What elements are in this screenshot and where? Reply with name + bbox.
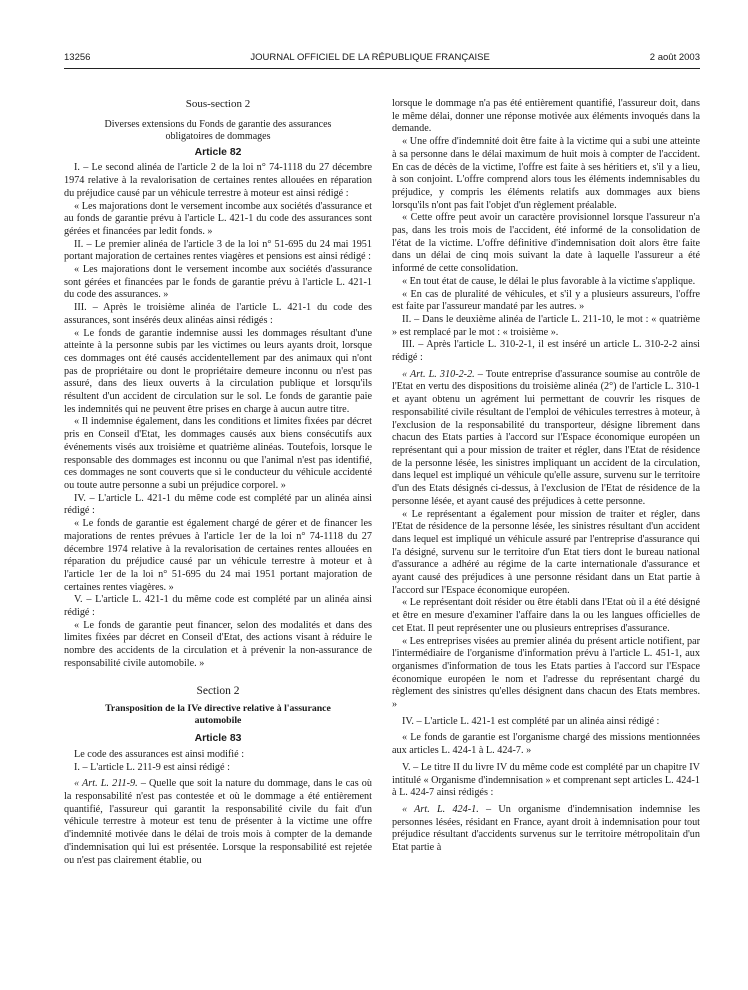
article-reference: « Art. L. 310-2-2.	[402, 368, 475, 380]
page-header	[64, 50, 700, 64]
article-83-title: Article 83	[194, 733, 242, 745]
left-column	[64, 98, 372, 867]
paragraph: « En cas de pluralité de véhicules, et s'il y a plusieurs assureurs, l'offre est faite par l'assureur mandaté par les autres. »	[392, 288, 700, 313]
paragraph: « Les majorations dont le versement incombe aux sociétés d'assurance sont gérées et financées par le fonds de garantie prévu à l'article L. 421-1 du code des assurances. »	[64, 264, 372, 301]
text-columns	[64, 98, 700, 867]
paragraph-text: – Un organisme d'indemnisation indemnise les personnes lésées, résidant en France, ayant droit à indemnisation pour tout préjudice résultant d'accidents survenus sur le territoire métropolitain d'un Etat partie à	[392, 803, 700, 854]
paragraph: I. – L'article L. 211-9 est ainsi rédigé :	[74, 761, 230, 773]
section-description: Transposition de la IVe directive relative à l'assurance automobile	[105, 703, 331, 727]
paragraph-text: – Toute entreprise d'assurance soumise au contrôle de l'Etat en vertu des dispositions du troisième alinéa (2°) de l'article L. 310-1 et ayant obtenu un agrément lui permettant de couvrir les risques de responsabilité civile résultant de l'emploi de véhicules terrestres à moteur, à l'exclusion de la responsabilité du transporteur, désigne librement dans chacun des Etats parties à l'accord sur l'Espace économique européen un représentant qui a pour mission de traiter et régler, dans l'Etat de résidence de la personne lésée, les sinistres impliquant un accident de la circulation, dans lequel est impliqué un véhicule qu'elle assure, survenu sur le territoire d'un des Etats désignés ci-dessus, à l'exclusion de l'Etat de résidence de la personne lésée, et ayant causé des préjudices à cette personne.	[392, 368, 700, 507]
paragraph	[64, 778, 372, 867]
paragraph: III. – Après le troisième alinéa de l'article L. 421-1 du code des assurances, sont insérés deux alinéas ainsi rédigés :	[64, 302, 372, 326]
paragraph: lorsque le dommage n'a pas été entièrement quantifié, l'assureur doit, dans le même délai, donner une réponse motivée aux éléments invoqués dans la demande.	[392, 98, 700, 135]
paragraph	[392, 804, 700, 855]
paragraph: « Le fonds de garantie peut financer, selon des modalités et dans des limites fixées par décret en Conseil d'Etat, des actions visant à réduire le nombre des accidents de la circulation et à prévenir la non-assurance de responsabilité civile automobile. »	[64, 619, 372, 669]
section-title: Section 2	[196, 684, 240, 697]
header-rule	[64, 68, 700, 69]
paragraph: IV. – L'article L. 421-1 est complété par un alinéa ainsi rédigé :	[402, 715, 660, 727]
paragraph: « Cette offre peut avoir un caractère provisionnel lorsque l'assureur n'a pas, dans les trois mois de l'accident, été informé de la consolidation de l'état de la victime. L'offre définitive d'indemnisation doit alors être faite dans un délai de cinq mois suivant la date à laquelle l'assureur a été informé de cette consolidation.	[392, 212, 700, 275]
paragraph: « Le fonds de garantie est l'organisme chargé des missions mentionnées aux articles L. 424-1 à L. 424-7. »	[392, 732, 700, 757]
paragraph: « Le fonds de garantie est également chargé de gérer et de financer les majorations de rentes prévues à l'article 1er de la loi n° 74-1118 du 27 décembre 1974 relative à la revalorisation de certaines rentes allouées en réparation du préjudice causé par un véhicule terrestre à moteur et à l'article 1er de la loi n° 51-695 du 24 mai 1951 portant majoration de certaines rentes viagères. »	[64, 518, 372, 593]
paragraph: « Une offre d'indemnité doit être faite à la victime qui a subi une atteinte à sa personne dans le délai maximum de huit mois à compter de l'accident. En cas de décès de la victime, l'offre est faite à ses héritiers et, s'il y a lieu, à son conjoint. L'offre comprend alors tous les éléments indemnisables du préjudice, y compris les éléments relatifs aux dommages aux biens lorsqu'ils n'ont pas fait l'objet d'un règlement préalable.	[392, 136, 700, 211]
right-column	[392, 98, 700, 867]
paragraph: II. – Dans le deuxième alinéa de l'article L. 211-10, le mot : « quatrième » est remplacé par le mot : « troisième ».	[392, 313, 700, 338]
paragraph-text: – Quelle que soit la nature du dommage, dans le cas où la responsabilité n'est pas contestée et où le dommage a été entièrement quantifié, l'assureur qui garantit la responsabilité civile du fait d'un véhicule terrestre à moteur est tenu de présenter à la victime une offre d'indemnité motivée dans le délai de trois mois à compter de la demande d'indemnisation qui lui est présentée. Lorsque la responsabilité est rejetée ou n'est pas clairement établie, ou	[64, 778, 372, 866]
publication-date: 2 août 2003	[649, 51, 700, 63]
paragraph: « Le représentant a également pour mission de traiter et régler, dans l'Etat de résidence de la personne lésée, les sinistres résultant d'un accident dans lequel est impliqué un véhicule assuré par l'entreprise d'assurance qui l'a désigné, survenu sur le territoire d'un Etat tiers dont le bureau national d'assurance a adhéré au régime de la carte internationale d'assurance et ayant causé des préjudices à une personne résidant dans un Etat partie à l'accord sur l'Espace économique européen.	[392, 508, 700, 596]
paragraph: « Le représentant doit résider ou être établi dans l'Etat où il a été désigné et être en mesure d'examiner l'affaire dans la ou les langues officielles de cet Etat. Il peut représenter une ou plusieurs entreprises d'assurance.	[392, 597, 700, 634]
paragraph: III. – Après l'article L. 310-2-1, il est inséré un article L. 310-2-2 ainsi rédigé :	[392, 339, 700, 364]
paragraph: « Le fonds de garantie indemnise aussi les dommages résultant d'une atteinte à la personne subis par les victimes ou leurs ayants droit, lorsque ces dommages ont été causés accidentellement par des animaux qui n'ont pas de propriétaire ou dont le propriétaire demeure inconnu ou n'est pas assuré, dans des lieux ouverts à la circulation publique et lorsqu'ils résultent d'un accident de circulation sur le sol. Le fonds de garantie paie les indemnités qui ne peuvent être prises en charge à aucun autre titre.	[64, 327, 372, 415]
paragraph: V. – L'article L. 421-1 du même code est complété par un alinéa ainsi rédigé :	[64, 594, 372, 619]
journal-title: JOURNAL OFFICIEL DE LA RÉPUBLIQUE FRANÇAISE	[250, 51, 490, 63]
paragraph: IV. – L'article L. 421-1 du même code est complété par un alinéa ainsi rédigé :	[64, 492, 372, 517]
paragraph: « Les majorations dont le versement incombe aux sociétés d'assurance et au fonds de garantie prévu à l'article L. 421-1 du code des assurances sont gérées et financées par ledit fonds. »	[64, 200, 372, 237]
article-82-title: Article 82	[194, 146, 242, 158]
article-reference: « Art. L. 211-9.	[74, 778, 138, 790]
paragraph: Le code des assurances est ainsi modifié :	[74, 748, 245, 760]
paragraph: « Il indemnise également, dans les conditions et limites fixées par décret pris en Conseil d'Etat, les dommages causés aux biens consécutifs aux événements visés aux troisième et quatrième alinéas. Toutefois, lorsque le responsable des dommages est inconnu ou que l'animal n'est pas identifié, ces dommages ne sont couverts que si le conducteur du véhicule accidenté ou toute autre personne a subi un préjudice corporel. »	[64, 416, 372, 491]
subsection-description: Diverses extensions du Fonds de garantie des assurances obligatoires de dommages	[104, 118, 332, 142]
paragraph: « En tout état de cause, le délai le plus favorable à la victime s'applique.	[402, 275, 696, 287]
paragraph: II. – Le premier alinéa de l'article 3 de la loi n° 51-695 du 24 mai 1951 portant majoration de certaines rentes viagères et pensions est ainsi rédigé :	[64, 238, 372, 263]
article-reference: « Art. L. 424-1.	[402, 803, 479, 815]
paragraph	[392, 369, 700, 509]
paragraph: I. – Le second alinéa de l'article 2 de la loi n° 74-1118 du 27 décembre 1974 relative à la revalorisation de certaines rentes allouées en réparation du préjudice causé par un véhicule terrestre à moteur est ainsi rédigé :	[64, 162, 372, 199]
subsection-title: Sous-section 2	[185, 98, 251, 110]
page-number: 13256	[64, 51, 91, 63]
paragraph: V. – Le titre II du livre IV du même code est complété par un chapitre IV intitulé « Organisme d'indemnisation » et comprenant sept articles L. 424-1 à L. 424-7 ainsi rédigés :	[392, 761, 700, 799]
paragraph: « Les entreprises visées au premier alinéa du présent article notifient, par l'intermédiaire de l'organisme d'information prévu à l'article L. 451-1, aux organismes d'information de tous les Etats parties à l'accord sur l'Espace économique européen le nom et l'adresse du représentant chargé du règlement des sinistres qu'elles désignent dans chacun des Etats membres. »	[392, 635, 700, 711]
